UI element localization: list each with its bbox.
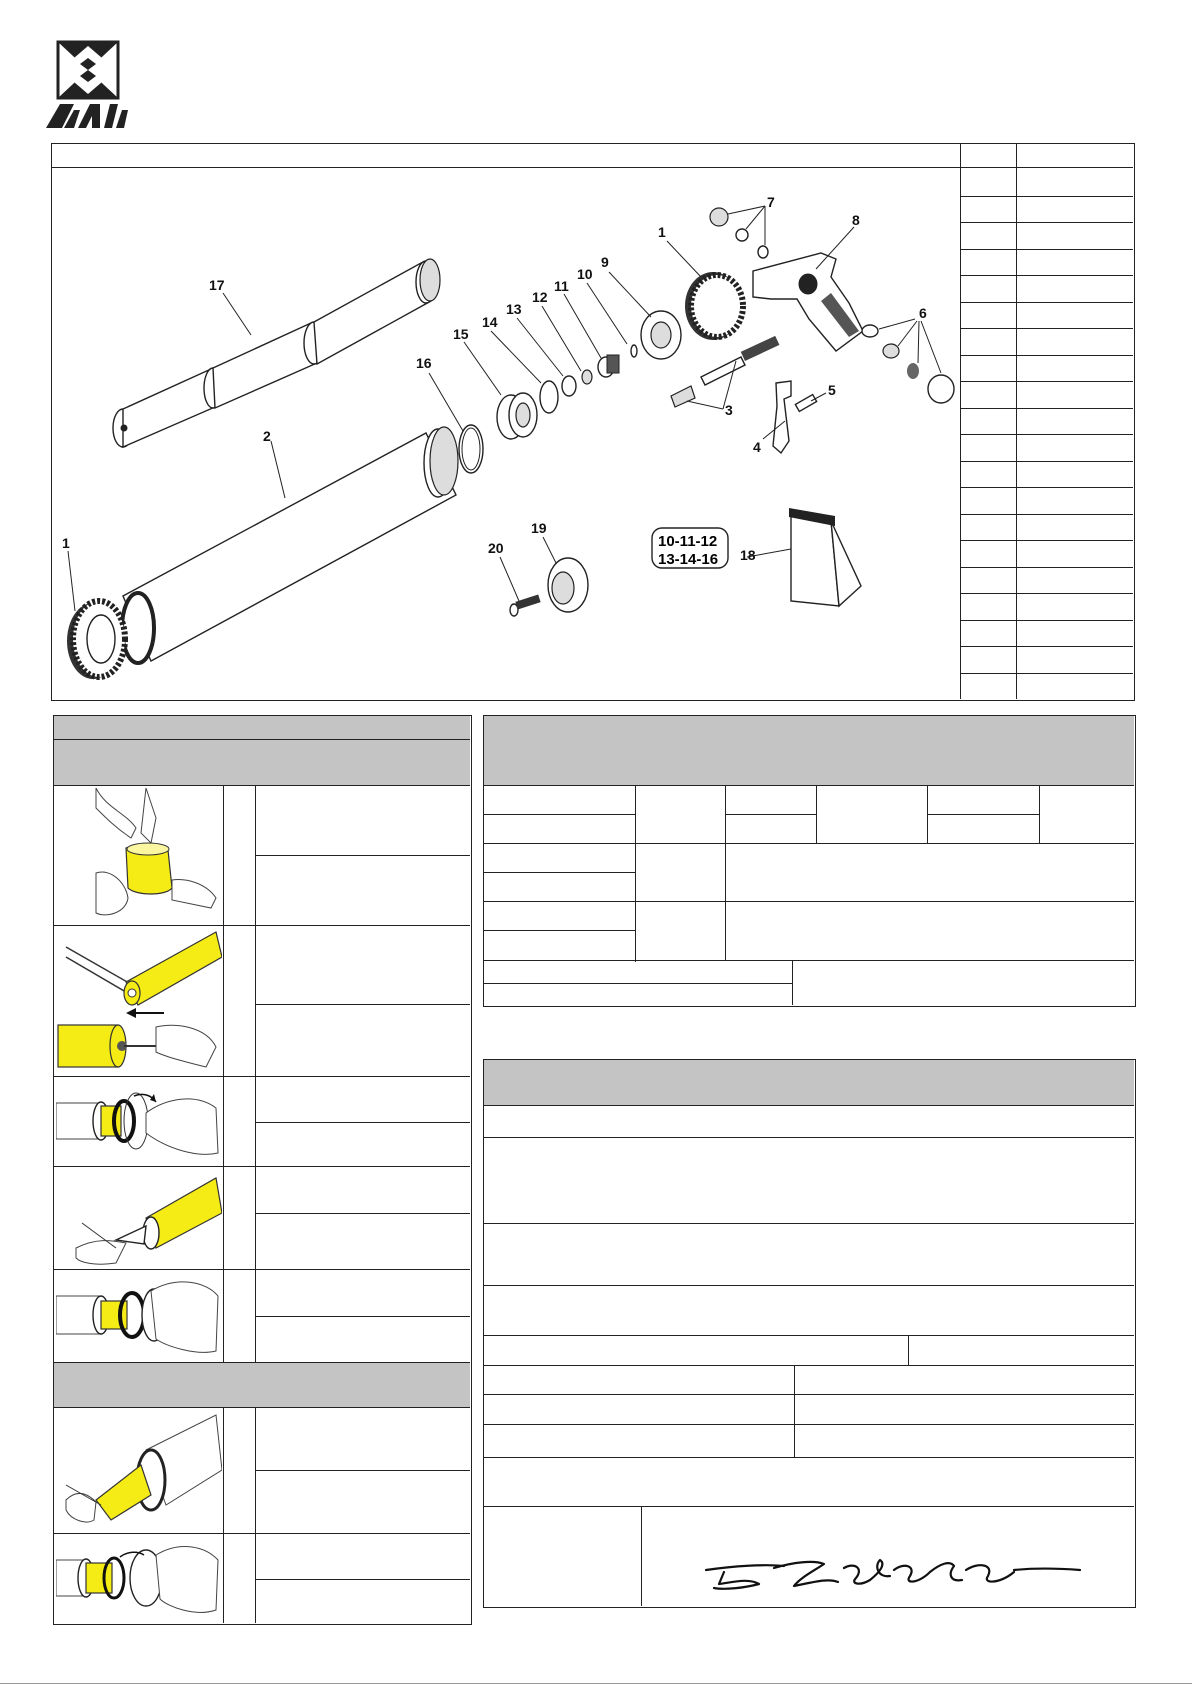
exploded-parts-drawing <box>52 168 958 698</box>
callout-11: 11 <box>554 278 569 294</box>
part-6a-drawing <box>862 325 878 337</box>
callout-17: 17 <box>209 277 225 293</box>
callout-14: 14 <box>482 314 498 330</box>
part-10-drawing <box>631 345 637 357</box>
part-5-drawing <box>795 395 816 412</box>
step-2-illustration <box>56 927 222 1075</box>
callout-6: 6 <box>919 305 927 321</box>
callout-2: 2 <box>263 428 271 444</box>
callout-13: 13 <box>506 301 522 317</box>
instructions-panel <box>53 715 472 1625</box>
step-1-illustration <box>56 788 222 924</box>
cleaning-subheader <box>54 1385 470 1408</box>
callout-19: 19 <box>531 520 547 536</box>
part-1-upper-drawing <box>685 272 743 340</box>
spec-table-header <box>484 716 1134 786</box>
part-7a-drawing <box>710 208 728 226</box>
part-6c-drawing <box>907 363 919 379</box>
part-14-drawing <box>540 381 558 413</box>
cleaning-step-2-illustration <box>56 1535 222 1622</box>
declaration-header <box>484 1060 1134 1106</box>
part-6b-drawing <box>883 344 899 358</box>
callout-18: 18 <box>740 547 756 563</box>
callout-15: 15 <box>453 326 469 342</box>
group-box-line2: 13-14-16 <box>658 551 719 568</box>
group-box-line1: 10-11-12 <box>658 533 718 550</box>
callout-10: 10 <box>577 266 593 282</box>
part-11-drawing <box>598 355 619 377</box>
spec-table <box>483 715 1136 1007</box>
part-19-drawing <box>548 558 588 612</box>
part-3-drawing <box>671 336 779 407</box>
callout-8: 8 <box>852 212 860 228</box>
part-12-drawing <box>582 370 592 384</box>
callout-1-lower: 1 <box>62 535 70 551</box>
callout-16: 16 <box>416 355 432 371</box>
part-2-drawing <box>122 427 458 663</box>
step-3-illustration <box>56 1078 222 1164</box>
part-7b-drawing <box>736 229 748 241</box>
callout-9: 9 <box>601 254 609 270</box>
callout-3: 3 <box>725 402 733 418</box>
cleaning-header <box>54 1362 470 1386</box>
step-5-illustration <box>56 1271 222 1359</box>
part-1-lower-drawing <box>67 601 125 679</box>
parts-diagram-frame <box>51 143 1135 701</box>
step-4-illustration <box>56 1168 222 1268</box>
part-15-drawing <box>497 393 537 439</box>
part-13-drawing <box>562 376 576 396</box>
callout-20: 20 <box>488 540 504 556</box>
brand-logo <box>44 40 140 132</box>
callout-7: 7 <box>767 194 775 210</box>
callout-12: 12 <box>532 289 548 305</box>
part-9-drawing <box>641 311 681 359</box>
part-17-drawing <box>113 259 440 447</box>
callout-4: 4 <box>753 439 761 455</box>
part-8-drawing <box>753 253 863 351</box>
part-7c-drawing <box>758 246 768 258</box>
part-16-drawing <box>459 425 483 473</box>
part-4-drawing <box>773 381 791 453</box>
cleaning-step-1-illustration <box>56 1410 222 1531</box>
declaration-table <box>483 1059 1136 1608</box>
instructions-header <box>54 716 470 740</box>
callout-5: 5 <box>828 382 836 398</box>
part-18-drawing <box>789 508 861 606</box>
part-20-drawing <box>510 594 541 616</box>
page-bottom-rule <box>0 1683 1192 1684</box>
signature-image <box>704 1548 1084 1593</box>
instructions-subheader <box>54 740 470 786</box>
part-6d-drawing <box>928 375 954 403</box>
callout-1-upper: 1 <box>658 224 666 240</box>
